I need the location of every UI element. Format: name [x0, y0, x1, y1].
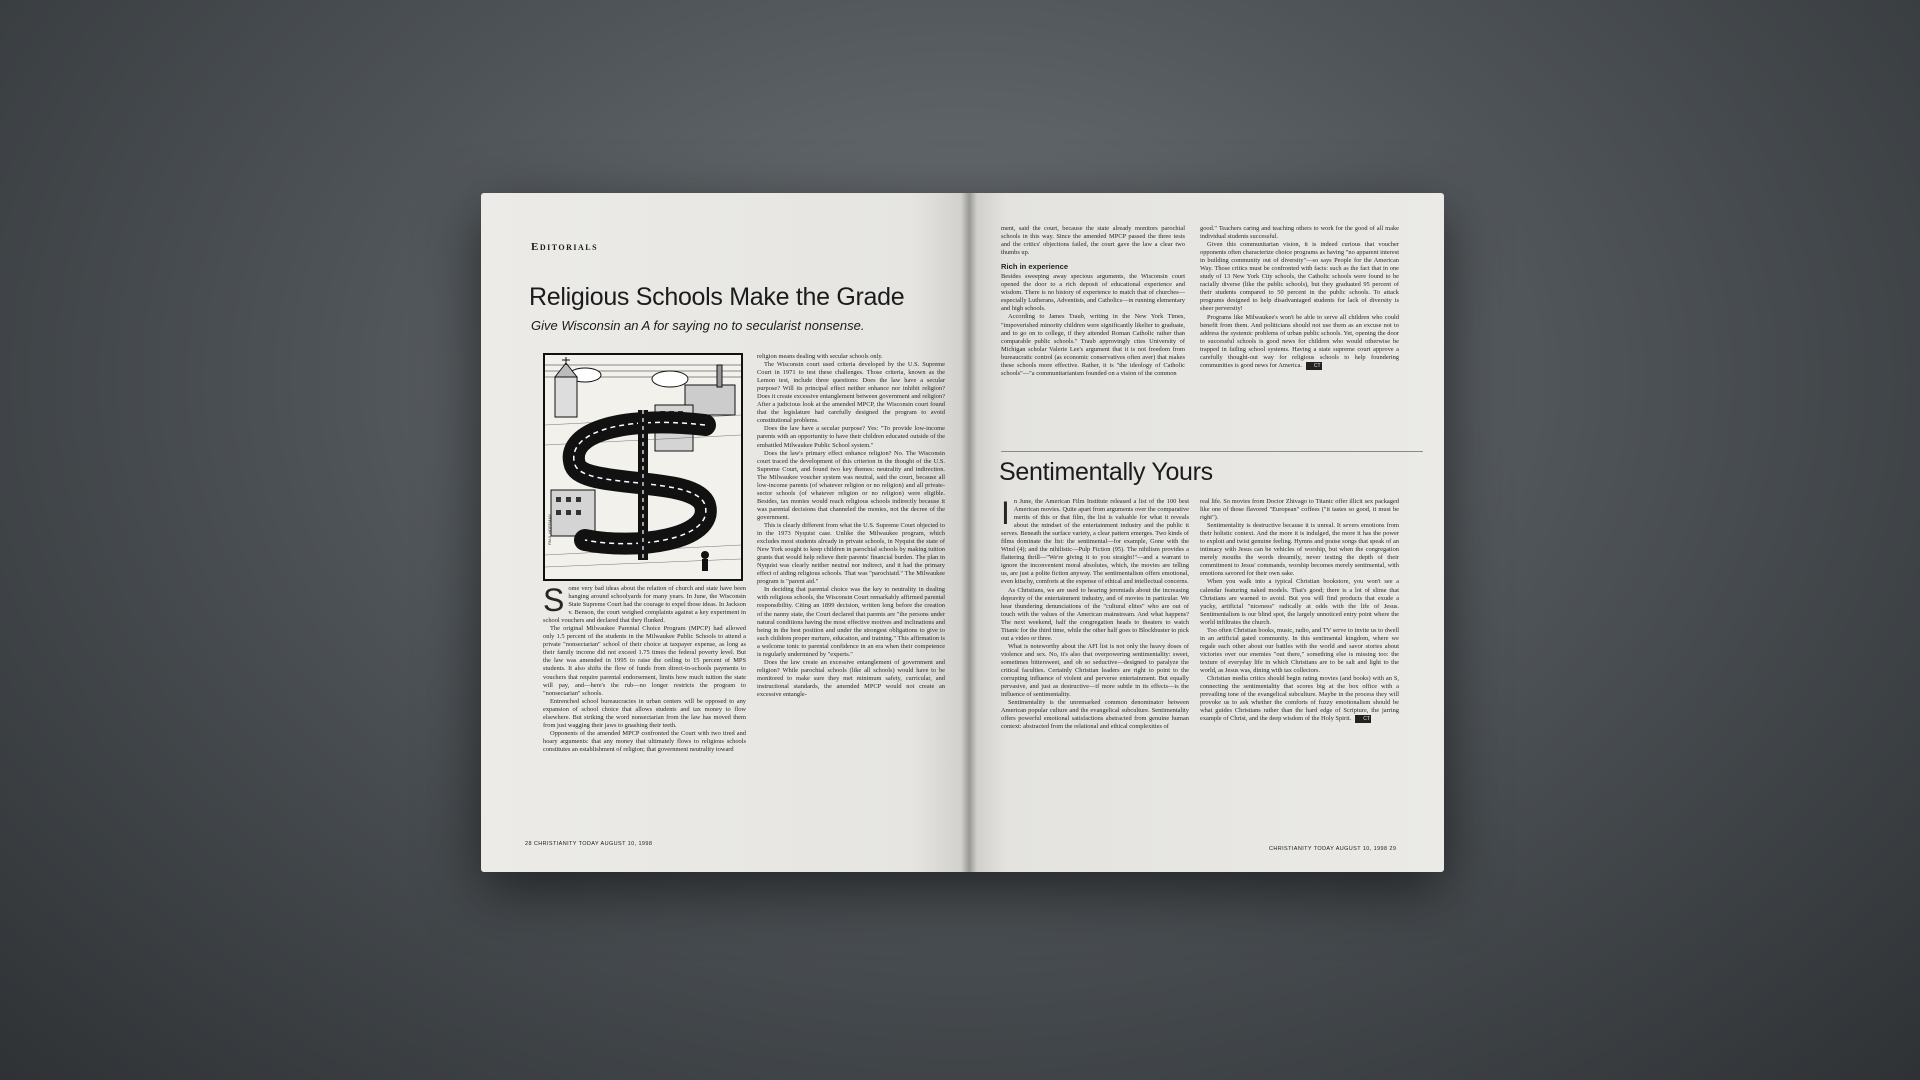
paragraph: Does the law's primary effect enhance religion? No. The Wisconsin court traced the development of this criterion in the thought of the U.S. Supreme Court, and found two key themes: neutrality and indirection. The Milwaukee voucher system was neutral, said the court, because all low-income parents (of whatever religion or no religion) and all private-sector schools (of whatever religion or no religion) were eligible. Besides, tax monies would reach religious schools indirectly because it was parental decisions that channeled the monies, not the decree of the government. [757, 449, 945, 521]
section-divider [1001, 451, 1423, 452]
paragraph [1200, 675, 1399, 723]
paragraph-text: n June, the American Film Institute released a list of the 100 best American movies. Quite apart from arguments over the comparative merits of this or that film, the list is valuable for what it reveals about the mindset of the entertainment industry and the public it serves. Beneath the surface variety, a clear pattern emerges. Two kinds of films dominate the list: the sentimental—for example, Gone with the Wind (4); and the nihilistic—Pulp Fiction (95). The nihilism provides a flattering thrill—"We're giving it to you straight!"—and a warrant to ignore the inconvenient moral absolutes, which, the movies are telling us, are just a polite fiction anyway. The sentimentalism offers emotional, even kitschy, comforts at the expense of ethical and intellectual concerns. [1001, 498, 1189, 586]
paragraph: The original Milwaukee Parental Choice Program (MPCP) had allowed only 1.5 percent of the students in the Milwaukee Public Schools to attend a private "nonsectarian" school of their choice at taxpayer expense, as long as their family income did not exceed 1.75 times the federal poverty level. But the law was amended in 1995 to raise the ceiling to 15 percent of MPS students. It also shifts the flow of funds from direct-to-schools payments to vouchers that require parental endorsement, limits how much tuition the state will pay, and—here's the rub—no longer restricts the program to "nonsectarian" schools. [543, 625, 746, 697]
drop-cap: S [543, 582, 565, 618]
paragraph: Entrenched school bureaucracies in urban centers will be opposed to any expansion of school choice that allows students and tax money to flow elsewhere. But striking the word nonsectarian from the law has moved them from just wagging their jaws to gnashing their teeth. [543, 697, 746, 729]
right-page [969, 193, 1444, 872]
paragraph [1200, 314, 1399, 370]
right-column-3 [1001, 495, 1189, 731]
paragraph: In deciding that parental choice was the key to neutrality in dealing with religious schools, the Wisconsin Court remarkably affirmed parental responsibility. Citing an 1899 decision, written long before the creation of the nanny state, the Court declared that parents are "the persons under natural conditions having the most effective motives and inclinations and being in the best position and under the strongest obligations to give to such children proper nurture, education, and training." This affirmation is a welcome tonic to parental confidence in an era when their competence is regularly undermined by "experts." [757, 586, 945, 658]
paragraph: When you walk into a typical Christian bookstore, you won't see a calendar featuring naked models. That's good; there is a lot of slime that Christians are warned to avoid. But you will find products that exude a yucky, artificial "niceness" radically at odds with the life of Jesus. Sentimentalism is our blind spot, the largely unnoticed entry point where the world infiltrates the church. [1200, 578, 1399, 626]
end-mark: CT [1355, 715, 1371, 723]
paragraph [543, 582, 746, 625]
subhead: Rich in experience [1001, 262, 1069, 272]
page-footer-right: CHRISTIANITY TODAY AUGUST 10, 1998 29 [1269, 846, 1397, 852]
page-footer-left: 28 CHRISTIANITY TODAY AUGUST 10, 1998 [525, 841, 653, 847]
paragraph: Too often Christian books, music, radio, and TV serve to invite us to dwell in an artificial gated community. In this sentimental kingdom, where we regale each other about our battles with the world and savor stories about victories over our enemies "out there," something else is missing too: the texture of everyday life in which Christians are to be salt and light to the world, as Jesus was, dining with tax collectors. [1200, 626, 1399, 674]
paragraph-text: Christian media critics should begin rating movies (and books) with an S, connecting the sentimentality that scores big at the box office with a prevailing tone of the evangelical subculture. Maybe in the process they will provoke us to ask whether the comforts of fuzzy emotionalism should be what guides Christians rather than the hard edge of Scripture, the jarring example of Christ, and the deep wisdom of the Holy Spirit. [1200, 675, 1399, 723]
end-mark: CT [1306, 362, 1322, 370]
paragraph: ment, said the court, because the state already monitors parochial schools in this way. Since the amended MPCP passed the three tests and the critics' objections failed, the court gave the law a clear two thumbs up. [1001, 225, 1185, 257]
illustration-artwork [545, 355, 741, 579]
center-gutter [961, 193, 977, 872]
paragraph [1001, 495, 1189, 587]
article-deck: Give Wisconsin an A for saying no to secularist nonsense. [531, 318, 865, 333]
right-column-1 [1001, 225, 1185, 378]
paragraph: Sentimentality is destructive because it is unreal. It severs emotions from their holistic context. And the more it is indulged, the more it has the power to exploit and twist genuine feeling. Hymns and praise songs that speak of an intimacy with Jesus can be vehicles of worship, but when the congregation merely mouths the words dreamily, never testing the depth of their commitment to Jesus' commands, worship becomes merely sentimental, with emotions savored for their own sake. [1200, 522, 1399, 578]
left-page [481, 193, 969, 872]
paragraph: Does the law create an excessive entanglement of government and religion? While parochial schools (like all schools) would have to be monitored to make sure they met minimum safety, curricular, and instructional standards, the amended MPCP would not create an excessive entangle- [757, 658, 945, 698]
article-headline-2: Sentimentally Yours [999, 458, 1213, 486]
paragraph: good." Teachers caring and teaching others to work for the good of all make individual students successful. [1200, 225, 1399, 241]
right-column-2 [1200, 225, 1399, 370]
paragraph: Does the law have a secular purpose? Yes: "To provide low-income parents with an opportunity to have their children educated outside of the embattled Milwaukee Public School system." [757, 425, 945, 449]
paragraph: Opponents of the amended MPCP confronted the Court with two tired and hoary arguments: that any money that ultimately flows to religious schools constitutes an establishment of religion; that government neutrality toward [543, 729, 746, 753]
paragraph: religion means dealing with secular schools only. [757, 353, 883, 360]
paragraph: What is noteworthy about the AFI list is not only the heavy doses of violence and sex. No, it's also that overpowering sentimentality: sweet, sometimes bittersweet, and oh so seductive—designed to paralyze the critical faculties. Certainly Christian leaders are right to point to the corrupting influence of violent and perverse entertainment. But equally pervasive, and just as destructive—if more subtle in its effects—is the influence of sentimentality. [1001, 642, 1189, 699]
paragraph: According to James Traub, writing in the New York Times, "impoverished minority children were significantly likelier to graduate, and to go on to college, if they attended Roman Catholic rather than comparable public schools." Traub approvingly cites University of Michigan scholar Valerie Lee's argument that it is not freedom from bureaucratic control (as economic conservatives often aver) that makes these schools more effective. Rather, it is "the ideology of Catholic schools"—"a communitarianism founded on a vision of the common [1001, 313, 1185, 377]
open-magazine [481, 193, 1444, 872]
dollar-road-illustration [543, 353, 743, 581]
article-headline: Religious Schools Make the Grade [529, 283, 905, 311]
left-column-1 [543, 582, 746, 754]
right-column-4 [1200, 498, 1399, 723]
left-column-2 [757, 353, 945, 699]
paragraph-text: ome very bad ideas about the relation of church and state have been hanging around schoolyards for many years. In June, the Wisconsin State Supreme Court had the courage to expel those ideas. In Jackson v. Benson, the court weighed complaints against a key experiment in school vouchers and declared that they flunked. [543, 585, 746, 625]
paragraph: Given this communitarian vision, it is indeed curious that voucher opponents often characterize choice programs as having "no apparent interest in building community out of diversity"—so says People for the American Way. Those critics must be confronted with facts: such as the fact that in one study of 13 New York City schools, the Catholic schools were found to be racially diverse (like the public schools), but they graduated 95 percent of their students compared to 50 percent in the public schools. To attack programs designed to help disadvantaged students for lack of diversity is sheer perversity! [1200, 241, 1399, 313]
paragraph-text: Programs like Milwaukee's won't be able to serve all children who could benefit from them. And politicians should not use them as an excuse not to address the systemic problems of urban public schools. Yet, opening the door to successful schools is good news for children who would otherwise be trapped in failing school systems. Having a state supreme court approve a carefully thought-out way for religious schools to help foundering communities is good news for America. [1200, 313, 1399, 369]
paragraph: real life. So movies from Doctor Zhivago to Titanic offer illicit sex packaged like one of those flavored "European" coffees ("it tastes so good, it must be right"). [1200, 498, 1399, 522]
drop-cap: I [1001, 495, 1010, 531]
section-label: Editorials [531, 241, 599, 253]
paragraph: Besides sweeping away specious arguments, the Wisconsin court opened the door to a rich deposit of educational experience and wisdom. There is no history of experience to match that of churches—especially Lutherans, Adventists, and Catholics—in running elementary and high schools. [1001, 273, 1185, 313]
paragraph: Sentimentality is the unremarked common denominator between American popular culture and the evangelical subculture. Sentimentality offers powerful emotional satisfactions abstracted from genuine human context: abstracted from the relational and ethical complexities of [1001, 699, 1189, 731]
illustration-credit: PAUL HOFFMAN [547, 514, 552, 545]
paragraph: As Christians, we are used to hearing jeremiads about the increasing depravity of the entertainment industry, and of movies in particular. We hear thundering denunciations of the "cultural elites" who are out of touch with the values of the American mainstream. And what happens? The next weekend, half the congregation heads to theaters to watch Titanic for the third time, while the other half goes to Blockbuster to pick out a video or three. [1001, 586, 1189, 642]
paragraph: The Wisconsin court used criteria developed by the U.S. Supreme Court in 1971 to test these challenges. Those criteria, known as the Lemon test, include three questions: Does the law have a secular purpose? Will its principal effect neither enhance nor inhibit religion? Does it create excessive entanglement between government and religion? After a judicious look at the amended MPCP, the Wisconsin court found that the legislature had carefully designed the program to avoid constitutional problems. [757, 361, 945, 425]
paragraph: This is clearly different from what the U.S. Supreme Court objected to in the 1973 Nyquist case. Unlike the Milwaukee program, which excludes most students already in private schools, in Nyquist the state of New York sought to keep children in parochial schools by making tuition grants that would help relieve their parents' financial burden. The plan in Nyquist was clearly neither neutral nor indirect, and it had the primary effect of aiding religious schools. That was "parochiaid." The Milwaukee program is "parent aid." [757, 521, 945, 586]
